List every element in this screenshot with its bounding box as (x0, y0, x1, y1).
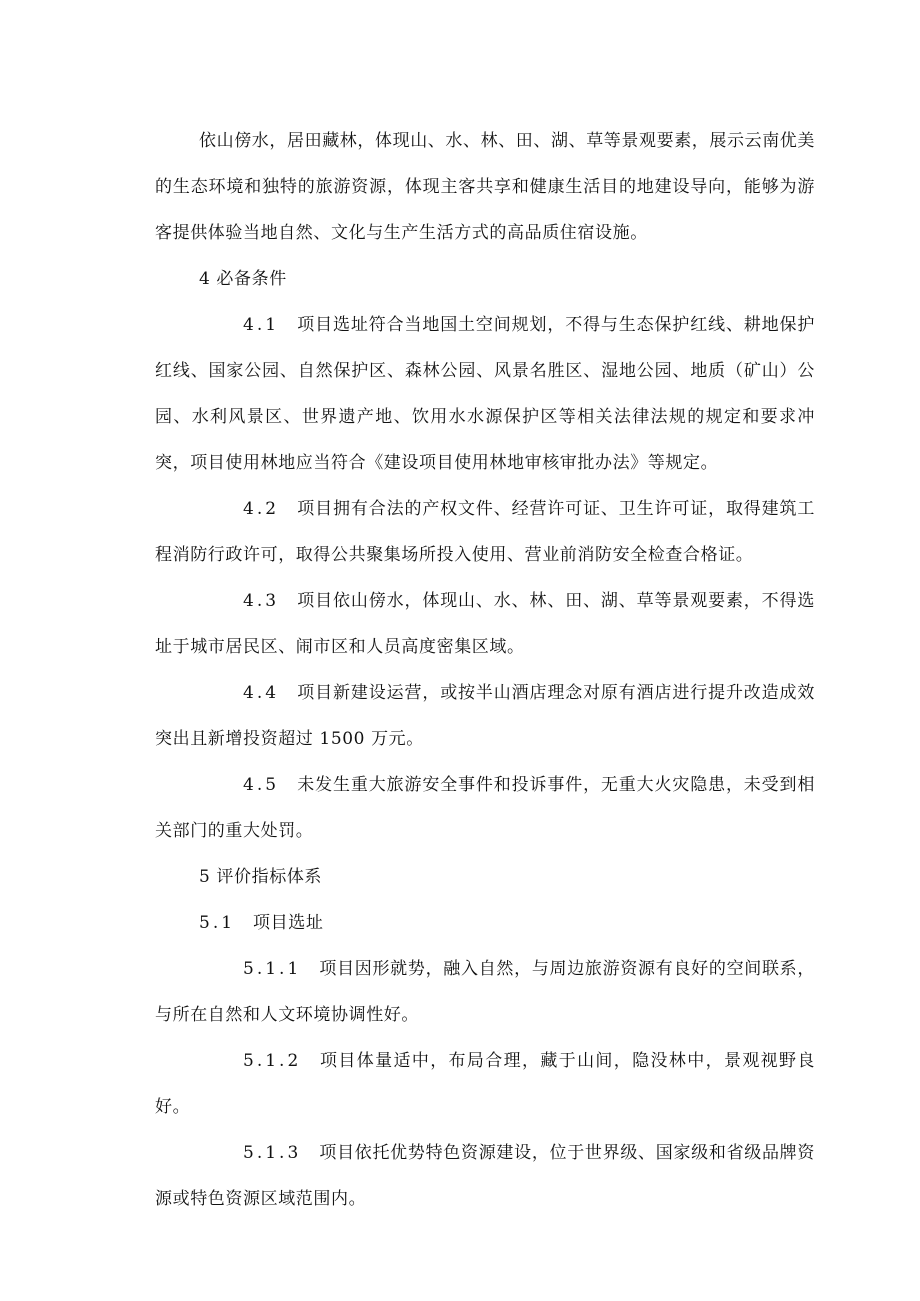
clause-text: 项目拥有合法的产权文件、经营许可证、卫生许可证，取得建筑工程消防行政许可，取得公共聚集场所投入使用、营业前消防安全检查合格证。 (155, 499, 815, 565)
clause-text: 项目选址 (253, 913, 324, 933)
clause-5-1-2 (155, 1038, 815, 1130)
clause-number: 4.4 (243, 683, 280, 703)
clause-number: 4.3 (243, 591, 280, 611)
clause-text: 项目新建设运营，或按半山酒店理念对原有酒店进行提升改造成效突出且新增投资超过 1500 万元。 (155, 683, 815, 749)
clause-text: 项目依托优势特色资源建设，位于世界级、国家级和省级品牌资源或特色资源区域范围内。 (155, 1143, 815, 1209)
clause-number: 5.1 (199, 913, 236, 933)
clause-text: 未发生重大旅游安全事件和投诉事件，无重大火灾隐患，未受到相关部门的重大处罚。 (155, 775, 815, 841)
clause-text: 项目因形就势，融入自然，与周边旅游资源有良好的空间联系，与所在自然和人文环境协调性好。 (155, 959, 815, 1025)
clause-number: 5.1.3 (243, 1143, 302, 1163)
clause-number: 5.1.1 (243, 959, 302, 979)
clause-number: 4.1 (243, 315, 280, 335)
document-body (155, 118, 815, 1222)
clause-4-4 (155, 670, 815, 762)
clause-text: 项目依山傍水，体现山、水、林、田、湖、草等景观要素，不得选址于城市居民区、闹市区和人员高度密集区域。 (155, 591, 815, 657)
clause-5-1-1 (155, 946, 815, 1038)
clause-number: 4.5 (243, 775, 280, 795)
section-5-heading: 5 评价指标体系 (199, 867, 323, 887)
clause-4-1 (155, 302, 815, 486)
intro-paragraph: 依山傍水，居田藏林，体现山、水、林、田、湖、草等景观要素，展示云南优美的生态环境和独特的旅游资源，体现主客共享和健康生活目的地建设导向，能够为游客提供体验当地自然、文化与生产生活方式的高品质住宿设施。 (155, 131, 815, 243)
clause-text: 项目选址符合当地国土空间规划，不得与生态保护红线、耕地保护红线、国家公园、自然保护区、森林公园、风景名胜区、湿地公园、地质（矿山）公园、水利风景区、世界遗产地、饮用水水源保护区等相关法律法规的规定和要求冲突，项目使用林地应当符合《建设项目使用林地审核审批办法》等规定。 (155, 315, 815, 473)
clause-4-5 (155, 762, 815, 854)
clause-4-3 (155, 578, 815, 670)
clause-number: 4.2 (243, 499, 280, 519)
section-5-1-heading (155, 900, 815, 946)
clause-text: 项目体量适中，布局合理，藏于山间，隐没林中，景观视野良好。 (155, 1051, 815, 1117)
clause-5-1-3 (155, 1130, 815, 1222)
clause-number: 5.1.2 (243, 1051, 302, 1071)
clause-4-2 (155, 486, 815, 578)
section-4-heading: 4 必备条件 (199, 269, 287, 289)
